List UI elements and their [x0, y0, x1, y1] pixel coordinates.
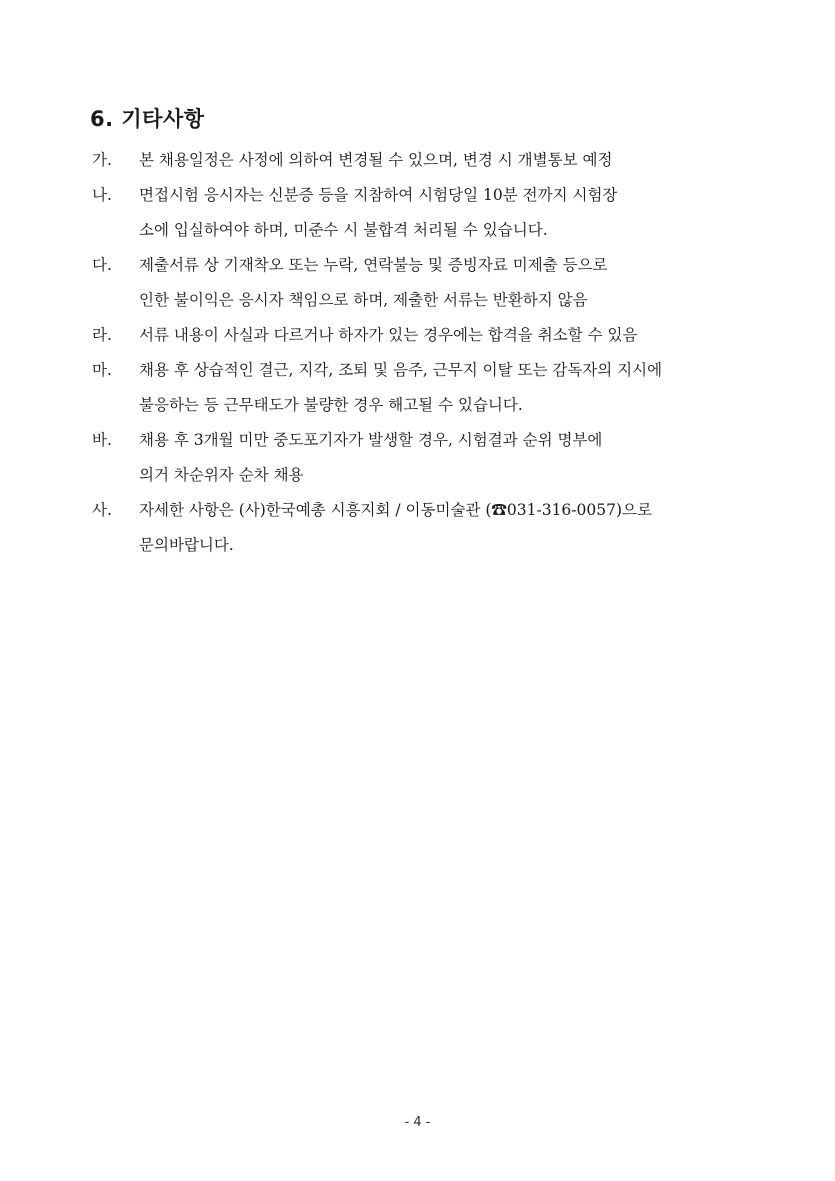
item-marker: 나. — [92, 186, 112, 204]
item-text-line: 채용 후 상습적인 결근, 지각, 조퇴 및 음주, 근무지 이탈 또는 감독자의 지시에 — [139, 361, 663, 379]
item-text-line: 의거 차순위자 순차 채용 — [139, 466, 304, 484]
item-text-line: 면접시험 응시자는 신분증 등을 지참하여 시험당일 10분 전까지 시험장 — [139, 186, 618, 204]
item-marker: 가. — [92, 151, 112, 169]
item-text-line: 문의바랍니다. — [139, 536, 234, 554]
list-item — [92, 423, 760, 493]
item-marker: 사. — [92, 501, 112, 519]
section-title: 6. 기타사항 — [90, 107, 205, 131]
item-text-line: 제출서류 상 기재착오 또는 누락, 연락불능 및 증빙자료 미제출 등으로 — [139, 256, 608, 274]
list-item — [92, 248, 760, 318]
item-marker: 바. — [92, 431, 112, 449]
item-text-line: 인한 불이익은 응시자 책임으로 하며, 제출한 서류는 반환하지 않음 — [139, 291, 588, 309]
item-marker: 마. — [92, 361, 112, 379]
item-marker: 다. — [92, 256, 112, 274]
item-text-line: 서류 내용이 사실과 다르거나 하자가 있는 경우에는 합격을 취소할 수 있음 — [139, 326, 638, 344]
item-text-line: 불응하는 등 근무태도가 불량한 경우 해고될 수 있습니다. — [139, 396, 523, 414]
item-text-line: 자세한 사항은 (사)한국예총 시흥지회 / 이동미술관 (☎031-316-0057)으로 — [139, 501, 652, 519]
list-item — [92, 318, 760, 353]
list-item — [92, 353, 760, 423]
list-item — [92, 493, 760, 563]
list-item — [92, 178, 760, 248]
item-text-line: 채용 후 3개월 미만 중도포기자가 발생할 경우, 시험결과 순위 명부에 — [139, 431, 603, 449]
page-number: - 4 - — [404, 1115, 431, 1130]
item-marker: 라. — [92, 326, 112, 344]
item-text-line: 본 채용일정은 사정에 의하여 변경될 수 있으며, 변경 시 개별통보 예정 — [139, 151, 613, 169]
item-text-line: 소에 입실하여야 하며, 미준수 시 불합격 처리될 수 있습니다. — [139, 221, 548, 239]
list-item — [92, 143, 760, 178]
notice-list — [92, 143, 760, 563]
